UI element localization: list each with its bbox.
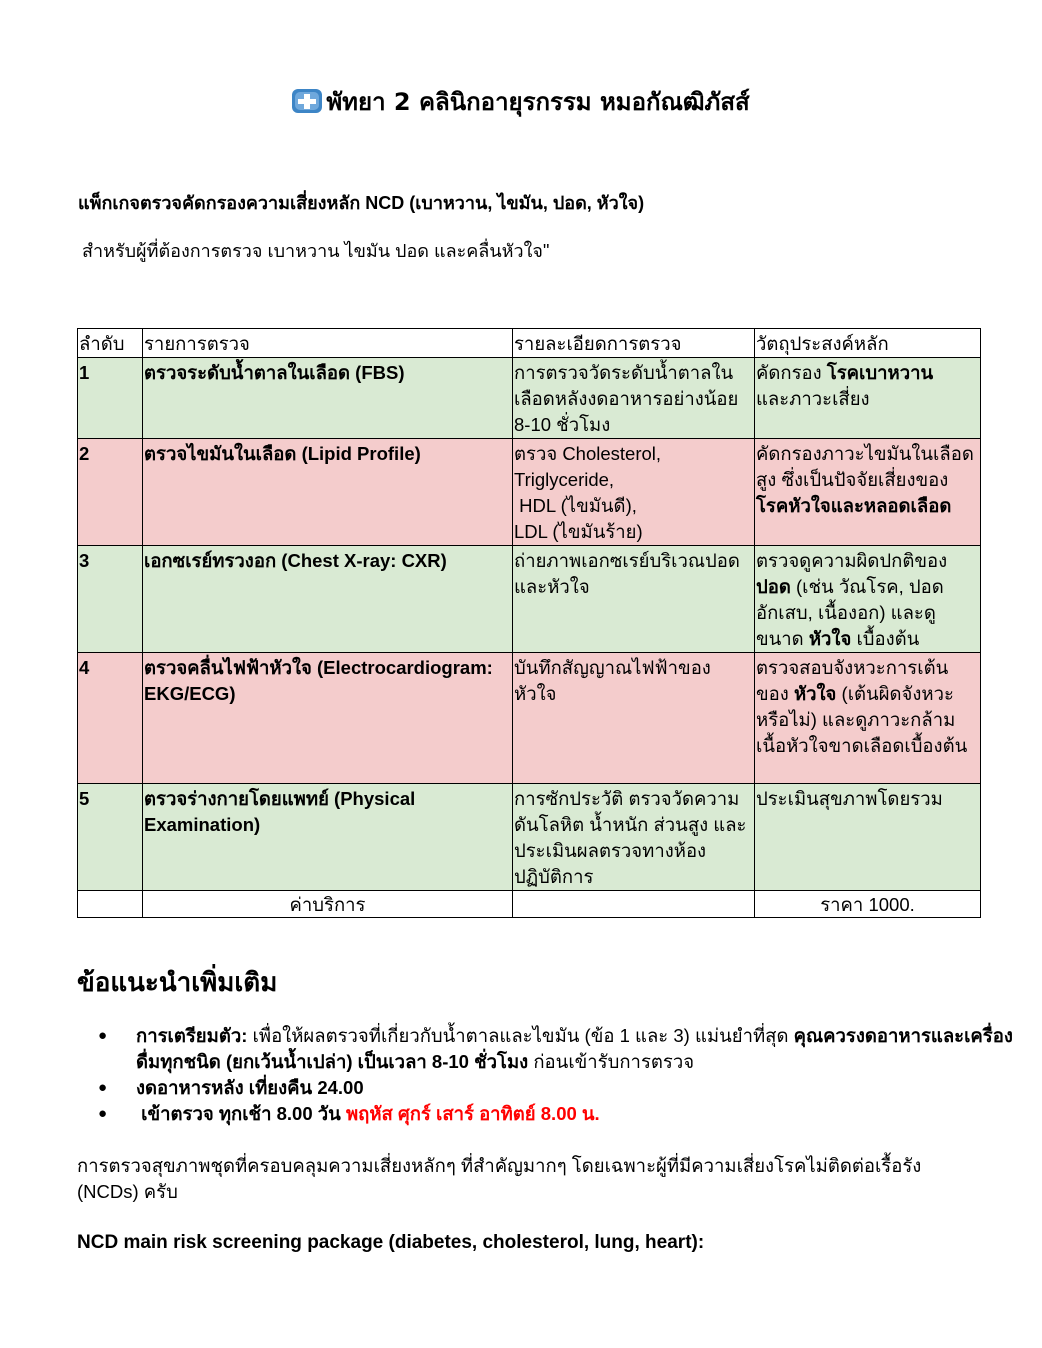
exam-table (77, 328, 981, 918)
clinic-title-text: พัทยา 2 คลินิกอายุรกรรม หมอกัณฒิภัสส์ (326, 88, 750, 116)
row-item: เอกซเรย์ทรวงอก (Chest X-ray: CXR) (143, 546, 513, 653)
row-purpose (755, 653, 981, 784)
page-title (0, 82, 1042, 121)
total-empty-cell (513, 891, 755, 918)
advice-bold: คุณควรงดอาหารและเครื่องดื่มทุกชนิด (ยกเว้นน้ำเปล่า) เป็นเวลา 8-10 ชั่วโมง (136, 1025, 1013, 1072)
purpose-text: คัดกรองภาวะไขมันในเลือดสูง ซึ่งเป็นปัจจัยเสี่ยงของ (756, 443, 974, 490)
row-item: ตรวจระดับน้ำตาลในเลือด (FBS) (143, 358, 513, 439)
purpose-text: ตรวจดูความผิดปกติของ (756, 550, 948, 571)
row-item: ตรวจคลื่นไฟฟ้าหัวใจ (Electrocardiogram: EKG/ECG) (143, 653, 513, 784)
row-purpose (755, 439, 981, 546)
row-no: 1 (78, 358, 143, 439)
row-detail (513, 439, 755, 546)
summary-paragraph: การตรวจสุขภาพชุดที่ครอบคลุมความเสี่ยงหลักๆ ที่สำคัญมากๆ โดยเฉพาะผู้ที่มีความเสี่ยงโรคไม่ติดต่อเรื้อรัง (NCDs) ครับ (77, 1155, 922, 1202)
english-package-title: NCD main risk screening package (diabetes, cholesterol, lung, heart): (77, 1232, 705, 1253)
row-no: 3 (78, 546, 143, 653)
row-detail: การตรวจวัดระดับน้ำตาลในเลือดหลังงดอาหารอย่างน้อย 8-10 ชั่วโมง (513, 358, 755, 439)
total-empty-cell (78, 891, 143, 918)
header-detail: รายละเอียดการตรวจ (513, 329, 755, 358)
row-item: ตรวจร่างกายโดยแพทย์ (Physical Examination) (143, 784, 513, 891)
advice-days-red: พฤหัส ศุกร์ เสาร์ อาทิตย์ 8.00 น. (345, 1103, 600, 1124)
purpose-text: (เช่น วัณโรค, ปอดอักเสบ, เนื้องอก) และดูขนาด (756, 576, 944, 649)
total-price: ราคา 1000. (755, 891, 981, 918)
purpose-text: คัดกรอง (756, 362, 827, 383)
list-item: ● งดอาหารหลัง เที่ยงคืน 24.00 (136, 1075, 1016, 1101)
list-item (136, 1023, 1016, 1075)
row-detail: การซักประวัติ ตรวจวัดความดันโลหิต น้ำหนัก ส่วนสูง และประเมินผลตรวจทางห้องปฏิบัติการ (513, 784, 755, 891)
detail-line: ตรวจ Cholesterol, (514, 443, 662, 464)
purpose-bold: หัวใจ (808, 628, 852, 649)
detail-line: Triglyceride, (514, 469, 615, 490)
advice-text: เพื่อให้ผลตรวจที่เกี่ยวกับน้ำตาลและไขมัน (ข้อ 1 และ 3) แม่นยำที่สุด (247, 1025, 794, 1046)
advice-text: ก่อนเข้ารับการตรวจ (528, 1051, 695, 1072)
detail-line: LDL (ไขมันร้าย) (514, 521, 643, 542)
purpose-bold: ปอด (756, 576, 791, 597)
purpose-bold: หัวใจ (793, 683, 837, 704)
table-row (78, 784, 981, 891)
row-no: 5 (78, 784, 143, 891)
advice-label: การเตรียมตัว: (136, 1025, 248, 1046)
row-purpose (755, 358, 981, 439)
package-title: แพ็กเกจตรวจคัดกรองความเสี่ยงหลัก NCD (เบาหวาน, ไขมัน, ปอด, หัวใจ) (78, 193, 645, 213)
row-item: ตรวจไขมันในเลือด (Lipid Profile) (143, 439, 513, 546)
table-row (78, 546, 981, 653)
row-detail: ถ่ายภาพเอกซเรย์บริเวณปอดและหัวใจ (513, 546, 755, 653)
header-item: รายการตรวจ (143, 329, 513, 358)
row-no: 2 (78, 439, 143, 546)
table-row (78, 358, 981, 439)
advice-list (96, 1023, 1016, 1127)
header-no: ลำดับ (78, 329, 143, 358)
table-row (78, 439, 981, 546)
row-no: 4 (78, 653, 143, 784)
row-detail: บันทึกสัญญาณไฟฟ้าของหัวใจ (513, 653, 755, 784)
row-purpose: ประเมินสุขภาพโดยรวม (755, 784, 981, 891)
advice-heading: ข้อแนะนำเพิ่มเติม (77, 968, 278, 998)
list-item (136, 1101, 1016, 1127)
purpose-bold: โรคเบาหวาน (826, 362, 934, 383)
advice-bold: เข้าตรวจ ทุกเช้า 8.00 วัน (136, 1103, 346, 1124)
purpose-text: และภาวะเสี่ยง (756, 388, 870, 409)
detail-line: HDL (ไขมันดี), (514, 495, 637, 516)
package-subtitle: สำหรับผู้ที่ต้องการตรวจ เบาหวาน ไขมัน ปอด และคลื่นหัวใจ" (82, 241, 550, 261)
table-row (78, 653, 981, 784)
table-total-row (78, 891, 981, 918)
purpose-text: เบื้องต้น (851, 628, 920, 649)
table-header-row (78, 329, 981, 358)
clinic-cross-logo-icon (292, 89, 322, 113)
total-label: ค่าบริการ (143, 891, 513, 918)
header-purpose: วัตถุประสงค์หลัก (755, 329, 981, 358)
purpose-text: ตรวจสอบจังหวะการเต้นของ (756, 657, 949, 704)
row-purpose (755, 546, 981, 653)
purpose-text: (เต้นผิดจังหวะหรือไม่) และดูภาวะกล้ามเนื้อหัวใจขาดเลือดเบื้องต้น (756, 683, 968, 756)
purpose-bold: โรคหัวใจและหลอดเลือด (756, 495, 952, 516)
